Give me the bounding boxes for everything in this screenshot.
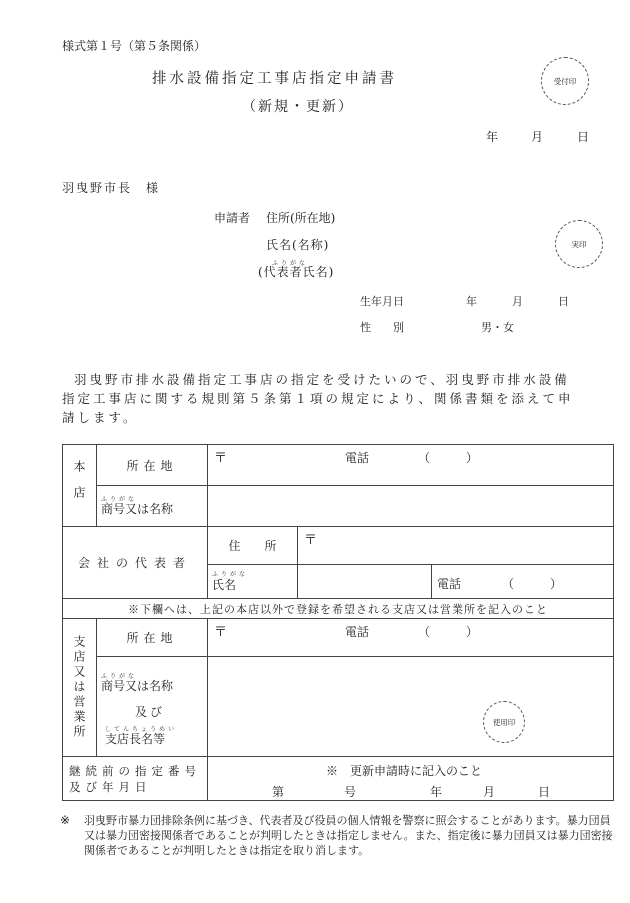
- branch-location-row: [63, 619, 614, 657]
- birth-month: 月: [512, 295, 523, 308]
- footnote: [60, 813, 615, 858]
- rep-phone-label: 電話: [437, 577, 462, 591]
- head-office-label: 本店: [72, 459, 86, 512]
- applicant-representative-label: (代表者氏名): [258, 265, 335, 279]
- head-office-location-input[interactable]: [208, 445, 614, 486]
- trade-name-ruby: ふりがな: [101, 496, 138, 503]
- branch-note-row: [63, 599, 614, 619]
- applicant-name-label: 氏名(名称): [266, 238, 330, 252]
- date-day: 日: [577, 130, 590, 144]
- phone-parens: （ ）: [418, 451, 479, 465]
- branch-name-label-cell: [97, 657, 208, 757]
- company-rep-address-row: [63, 527, 614, 565]
- location-label: 所在地: [97, 445, 208, 486]
- trade-name-label: 商号又は名称: [101, 502, 174, 516]
- use-seal-stamp-label: 使用印: [492, 717, 516, 727]
- applicant-label: 申請者: [214, 211, 251, 225]
- trade-name-label-cell: [97, 486, 208, 527]
- head-office-name-row: [63, 486, 614, 527]
- rep-name-ruby: ふりがな: [212, 571, 249, 578]
- continuation-year: 年: [430, 785, 443, 799]
- branch-note: ※下欄へは、上記の本店以外で登録を希望される支店又は営業所を記入のこと: [63, 599, 614, 619]
- branch-location-label: 所在地: [97, 619, 208, 657]
- branch-trade-name-label: 商号又は名称: [101, 679, 174, 693]
- phone-label: 電話: [345, 451, 370, 465]
- form-subtitle: （新規・更新）: [242, 99, 354, 115]
- branch-postal-mark: 〒: [214, 625, 228, 640]
- form-number: 様式第１号（第５条関係）: [62, 39, 207, 53]
- birth-day: 日: [558, 295, 569, 308]
- footnote-text: 羽曳野市暴力団排除条例に基づき、代表者及び役員の個人情報を警察に照会することがあります。暴力団員又は暴力団密接関係者であることが判明したときは指定しません。また、指定後に暴力団員又は暴力団密接関係者であることが判明したときは指定を取り消します。: [84, 814, 613, 857]
- date-month: 月: [531, 130, 544, 144]
- branch-label: 支店又は営業所: [72, 635, 86, 740]
- continuation-day: 日: [538, 785, 551, 799]
- rep-phone-cell[interactable]: [432, 565, 614, 599]
- branch-location-input[interactable]: [208, 619, 614, 657]
- continuation-month: 月: [483, 785, 496, 799]
- addressee: 羽曳野市長 様: [62, 181, 161, 195]
- representative-ruby: ふりがな: [272, 260, 309, 267]
- continuation-label: 継続前の指定番号及び年月日: [63, 757, 208, 801]
- branch-label-cell: [63, 619, 97, 757]
- rep-address-label: 住 所: [208, 527, 298, 565]
- branch-name-input[interactable]: [208, 657, 614, 757]
- applicant-address-label: 住所(所在地): [266, 211, 336, 225]
- number-suffix: 号: [344, 785, 357, 799]
- rep-name-input[interactable]: [298, 565, 432, 599]
- company-representative-label: 会社の代表者: [63, 527, 208, 599]
- branch-manager-label: 支店長名等: [105, 732, 166, 746]
- receipt-stamp-circle: [541, 57, 589, 105]
- application-table: [62, 444, 614, 801]
- gender-options: 男・女: [481, 321, 514, 334]
- branch-name-row: [63, 657, 614, 757]
- branch-phone-parens: （ ）: [418, 625, 479, 639]
- postal-mark: 〒: [214, 451, 228, 466]
- rep-phone-parens: （ ）: [502, 577, 563, 591]
- branch-trade-name-ruby: ふりがな: [101, 673, 138, 680]
- seal-stamp-label: 実印: [571, 239, 587, 249]
- seal-stamp-circle: [555, 220, 603, 268]
- rep-name-label-cell: [208, 565, 298, 599]
- branch-manager-ruby: してんちょうめい: [105, 726, 178, 733]
- use-seal-stamp-circle: [483, 701, 525, 743]
- head-office-trade-name-input[interactable]: [208, 486, 614, 527]
- head-office-location-row: [63, 445, 614, 486]
- number-prefix: 第: [272, 785, 285, 799]
- rep-postal-mark: 〒: [304, 533, 318, 548]
- birth-date-label: 生年月日: [360, 295, 404, 308]
- rep-address-input[interactable]: [298, 527, 614, 565]
- footnote-mark: ※: [60, 813, 71, 827]
- form-title: 排水設備指定工事店指定申請書: [152, 71, 397, 87]
- continuation-input[interactable]: [208, 757, 614, 801]
- receipt-stamp-label: 受付印: [553, 76, 577, 86]
- and-label: 及び: [135, 705, 166, 719]
- birth-year: 年: [466, 295, 477, 308]
- gender-label: 性 別: [360, 321, 404, 334]
- continuation-row: [63, 757, 614, 801]
- head-office-label-cell: [63, 445, 97, 527]
- date-year: 年: [486, 130, 499, 144]
- renewal-note: ※ 更新申請時に記入のこと: [326, 764, 483, 778]
- branch-phone-label: 電話: [345, 625, 370, 639]
- application-statement: 羽曳野市排水設備指定工事店の指定を受けたいので、羽曳野市排水設備指定工事店に関する規則第５条第１項の規定により、関係書類を添えて申請します。: [62, 372, 574, 425]
- rep-name-label: 氏名: [212, 578, 237, 592]
